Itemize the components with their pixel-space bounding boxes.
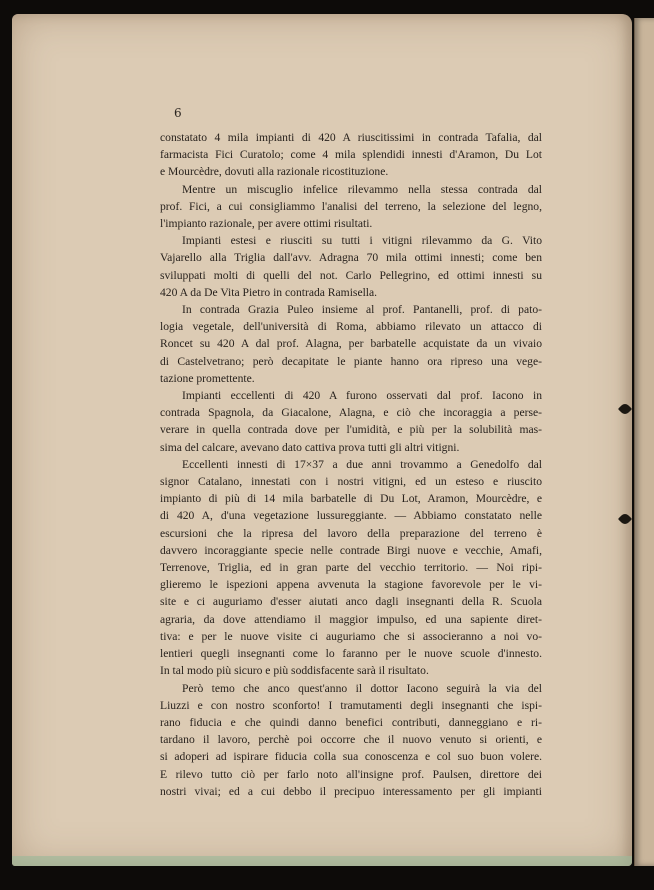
paragraph [160,456,542,680]
paragraph [160,301,542,387]
text-line: farmacista Fici Curatolo; come 4 mila splendidi innesti d'Aramon, Du Lot [160,148,542,162]
text-line: In contrada Grazia Puleo insieme al prof. Pantanelli, prof. di pato- [182,303,542,317]
text-line: Impianti estesi e riusciti su tutti i vitigni rilevammo da G. Vito [182,234,542,248]
text-line: site e ci auguriamo d'esser aiutati anco dagli insegnanti della R. Scuola [160,595,542,609]
paragraph [160,387,542,456]
text-line: di 420 A, d'una vegetazione lussureggiante. — Abbiamo constatato nelle [160,509,542,523]
body-text [160,129,542,800]
text-line: si adoperi ad ispirare fiducia colla sua conoscenza e col suo buon volere. [160,750,542,764]
text-line: Liuzzi e con nostro sconforto! I tramutamenti degli insegnanti che ispi- [160,698,542,712]
text-line: sima del calcare, avevano dato cattiva prova tutti gli altri vitigni. [160,440,460,454]
text-line: Terrenove, Triglia, ed in gran parte del vecchio territorio. — Noi ripi- [160,561,542,575]
text-line: tiva: e per le nuove visite ci auguriamo che si associeranno a noi vo- [160,629,542,643]
text-line: Impianti eccellenti di 420 A furono osservati dal prof. Iacono in [182,389,542,403]
text-line: In tal modo più sicuro e più soddisfacente sarà il risultato. [160,664,429,678]
text-line: e Mourcèdre, dovuti alla razionale ricostituzione. [160,165,389,179]
text-line: di Castelvetrano; però decapitate le piante hanno ora ripreso una vege- [160,354,542,368]
text-line: Vajarello alla Triglia dall'avv. Adragna 70 mila ottimi innesti; come ben [160,251,542,265]
text-line: verare in quella contrada dove per l'umidità, e più per la solubilità mas- [160,423,542,437]
text-line: Però temo che anco quest'anno il dottor Iacono seguirà la via del [182,681,542,695]
adjacent-page-edge [634,18,654,866]
paragraph [160,680,542,800]
text-line: Mentre un miscuglio infelice rilevammo nella stessa contrada dal [182,182,542,196]
text-line: constatato 4 mila impianti di 420 A riuscitissimi in contrada Tafalia, dal [160,131,542,144]
text-line: tazione promettente. [160,371,255,385]
text-line: signor Catalano, innestati con i nostri vitigni, ed un esteso e riuscito [160,475,542,489]
text-line: prof. Fici, a cui consigliammo l'analisi del terreno, la selezione del legno, [160,199,542,213]
text-line: contrada Spagnola, da Giacalone, Alagna, e ciò che incoraggia a perse- [160,406,542,420]
text-line: davvero incoraggiante specie nelle contrade Birgi nuove e vecchie, Amafi, [160,543,542,557]
text-line: Eccellenti innesti di 17×37 a due anni trovammo a Genedolfo dal [182,457,542,471]
text-line: 420 A da De Vita Pietro in contrada Ramisella. [160,285,378,299]
text-line: rano fiducia e che quindi danno benefici contributi, danneggiano e ri- [160,715,542,729]
text-line: l'impianto razionale, per avere ottimi risultati. [160,217,373,231]
text-line: E rilevo tutto ciò per farlo noto all'insigne prof. Paulsen, direttore dei [160,767,542,781]
text-line: sviluppati molti di quelli del not. Carlo Pellegrino, ed ottimi innesti su [160,268,542,282]
paragraph [160,129,542,181]
text-line: escursioni che la ripresa del lavoro della preparazione del terreno è [160,526,542,540]
text-line: Roncet su 420 A dal prof. Alagna, per barbatelle acquistate da un vivaio [160,337,542,351]
text-line: nostri vivai; ed a cui debbo il precipuo interessamento per gli impianti [160,784,542,798]
text-line: glieremo le ispezioni appena avvenuta la stagione favorevole per le vi- [160,578,542,592]
page-number: 6 [174,106,182,120]
paragraph [160,232,542,301]
paragraph [160,181,542,233]
text-line: tardano il lavoro, perchè poi occorre che il nuovo venuto si orienti, e [160,733,542,747]
text-line: impianto di più di 14 mila barbatelle di Du Lot, Aramon, Mourcèdre, e [160,492,542,506]
text-line: agraria, da dove attendiamo il maggior impulso, ed una sapiente diret- [160,612,542,626]
text-line: lentieri quegli insegnanti come lo faranno per le nuove scuole d'innesto. [160,647,542,661]
text-line: logia vegetale, dell'università di Roma, abbiamo rilevato un attacco di [160,320,542,334]
